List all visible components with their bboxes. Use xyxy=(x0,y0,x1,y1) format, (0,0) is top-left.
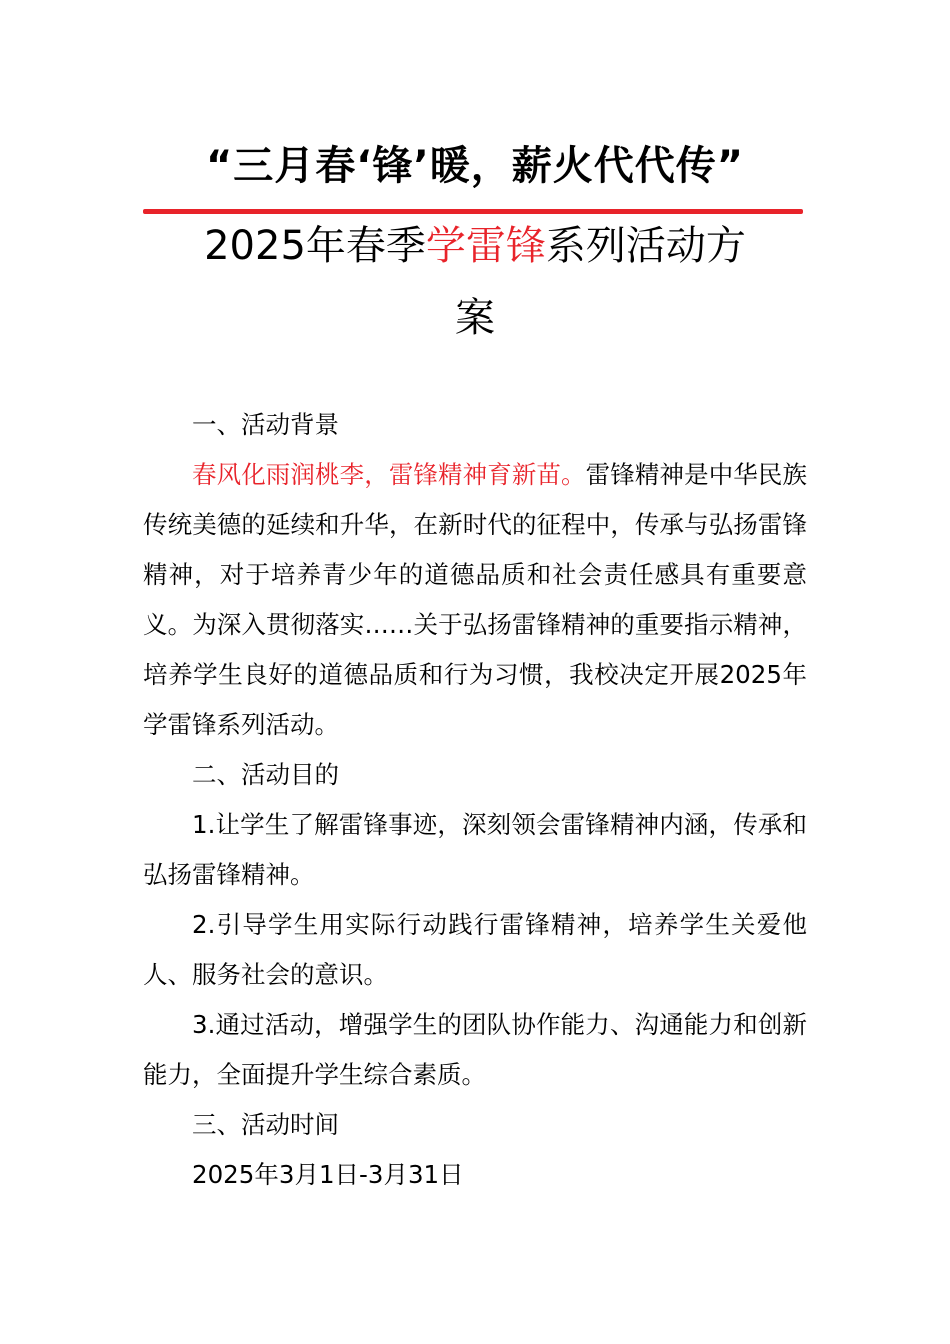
purpose-item: 1.让学生了解雷锋事迹，深刻领会雷锋精神内涵，传承和弘扬雷锋精神。 xyxy=(143,810,807,889)
section-heading-purpose: 二、活动目的 xyxy=(192,760,339,789)
subtitle-highlight: 学雷锋 xyxy=(425,223,546,269)
subtitle-prefix: 2025年春季 xyxy=(204,223,426,269)
background-lead: 春风化雨润桃李，雷锋精神育新苗。 xyxy=(192,460,586,489)
activity-time: 2025年3月1日-3月31日 xyxy=(192,1160,464,1189)
background-text: 雷锋精神是中华民族传统美德的延续和升华，在新时代的征程中，传承与弘扬雷锋精神，对于培养青少年的道德品质和社会责任感具有重要意义。为深入贯彻落实……关于弘扬雷锋精神的重要指示精神，培养学生良好的道德品质和行为习惯，我校决定开展2025年学雷锋系列活动。 xyxy=(143,460,808,739)
document-subtitle xyxy=(143,214,807,278)
background-paragraph xyxy=(143,450,807,750)
section-heading-background: 一、活动背景 xyxy=(192,410,339,439)
document-subtitle-continued: 案 xyxy=(455,295,495,341)
document-body xyxy=(143,400,807,1200)
document-title: “三月春‘锋’暖，薪火代代传” xyxy=(206,143,744,189)
subtitle-suffix: 系列活动方 xyxy=(545,223,746,269)
purpose-item: 3.通过活动，增强学生的团队协作能力、沟通能力和创新能力，全面提升学生综合素质。 xyxy=(143,1010,807,1089)
purpose-item: 2.引导学生用实际行动践行雷锋精神，培养学生关爱他人、服务社会的意识。 xyxy=(143,910,807,989)
section-heading-time: 三、活动时间 xyxy=(192,1110,339,1139)
